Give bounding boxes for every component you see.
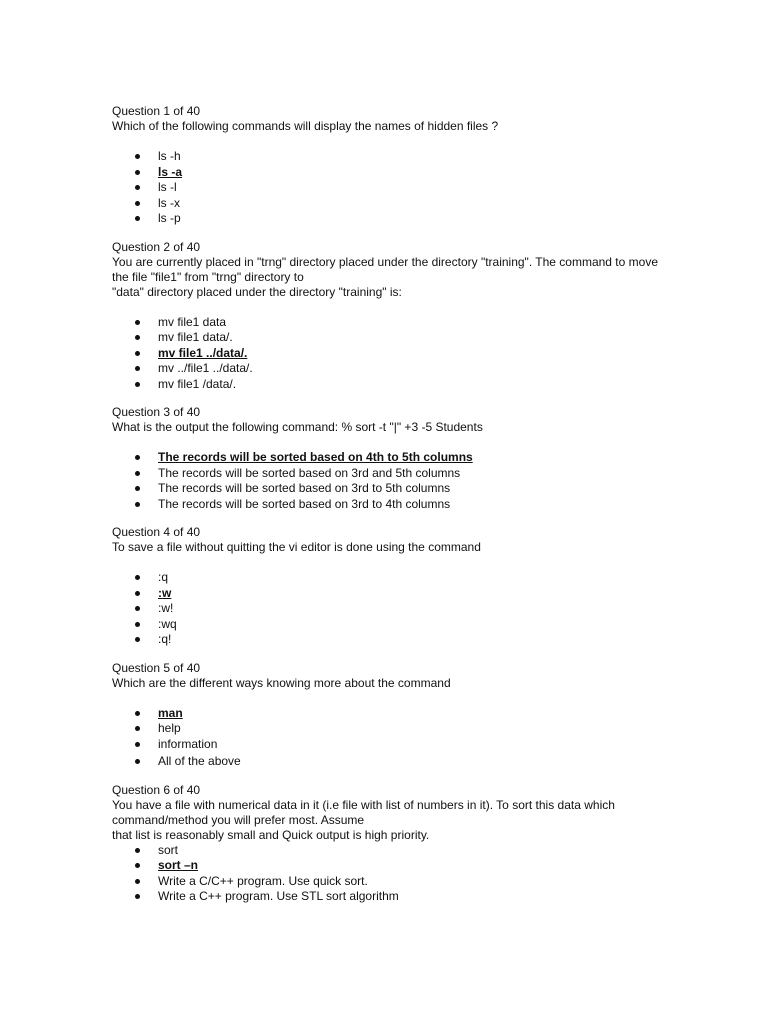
option-item-correct (112, 706, 712, 722)
bullet-icon (135, 848, 140, 853)
question-text-line: that list is reasonably small and Quick output is high priority. (112, 827, 430, 842)
bullet-icon (135, 335, 140, 340)
question-text (112, 676, 712, 691)
bullet-icon (135, 894, 140, 899)
options-list (112, 315, 712, 393)
option-item-correct (112, 450, 712, 466)
bullet-icon (135, 863, 140, 868)
option-label: mv file1 ../data/. (158, 345, 248, 360)
bullet-icon (135, 622, 140, 627)
option-item (112, 843, 712, 859)
question-text (112, 540, 712, 555)
question-text-line: the file "file1" from "trng" directory to (112, 269, 304, 284)
question-1 (112, 104, 712, 227)
options-list (112, 843, 712, 905)
bullet-icon (135, 759, 140, 764)
question-text-line: "data" directory placed under the directory "training" is: (112, 284, 402, 299)
option-label: sort –n (158, 858, 199, 872)
option-label: Write a C++ program. Use STL sort algorithm (158, 889, 399, 903)
option-item-correct (112, 858, 712, 874)
options-list (112, 706, 712, 770)
option-label: mv file1 data (158, 314, 227, 329)
option-label: information (158, 736, 218, 751)
option-label: :wq (158, 616, 177, 631)
option-item (112, 377, 712, 393)
option-label: :w (158, 585, 172, 600)
options-list (112, 149, 712, 227)
question-text (112, 798, 712, 843)
bullet-icon (135, 711, 140, 716)
option-item (112, 754, 712, 770)
question-number: Question 6 of 40 (112, 782, 201, 797)
question-2 (112, 240, 712, 393)
option-label: All of the above (158, 754, 241, 768)
bullet-icon (135, 154, 140, 159)
option-label: :w! (158, 601, 174, 615)
bullet-icon (135, 351, 140, 356)
bullet-icon (135, 502, 140, 507)
bullet-icon (135, 471, 140, 476)
document-page (112, 104, 712, 905)
question-text-line: You are currently placed in "trng" directory placed under the directory "training". The command to move (112, 254, 658, 269)
option-item-correct (112, 586, 712, 602)
question-3 (112, 405, 712, 512)
option-label: ls -l (158, 180, 177, 194)
option-label: sort (158, 842, 179, 857)
question-number: Question 4 of 40 (112, 525, 201, 539)
option-label: The records will be sorted based on 3rd to 5th columns (158, 481, 451, 495)
question-text-line: What is the output the following command: % sort -t "|" +3 -5 Students (112, 420, 483, 434)
option-item-correct (112, 165, 712, 181)
option-item (112, 874, 712, 890)
bullet-icon (135, 726, 140, 731)
option-label: ls -x (158, 195, 180, 210)
option-item (112, 149, 712, 165)
bullet-icon (135, 486, 140, 491)
option-label: help (158, 721, 181, 735)
option-label: :q! (158, 632, 172, 646)
question-number: Question 5 of 40 (112, 660, 201, 675)
bullet-icon (135, 320, 140, 325)
bullet-icon (135, 201, 140, 206)
options-list (112, 450, 712, 512)
option-item (112, 889, 712, 905)
options-list (112, 570, 712, 648)
question-4 (112, 525, 712, 648)
bullet-icon (135, 185, 140, 190)
option-label: ls -a (158, 164, 183, 179)
question-text-line: You have a file with numerical data in it (i.e file with list of numbers in it). To sort this data which (112, 797, 615, 812)
bullet-icon (135, 879, 140, 884)
option-item (112, 601, 712, 617)
question-number: Question 2 of 40 (112, 239, 201, 254)
question-text-line: Which are the different ways knowing more about the command (112, 675, 451, 690)
option-label: ls -p (158, 211, 181, 225)
question-text (112, 119, 712, 134)
option-label: Write a C/C++ program. Use quick sort. (158, 873, 368, 888)
bullet-icon (135, 591, 140, 596)
option-label: :q (158, 570, 169, 584)
option-item (112, 497, 712, 513)
option-label: mv ../file1 ../data/. (158, 361, 253, 375)
option-item (112, 330, 712, 346)
option-item-correct (112, 346, 712, 362)
option-item (112, 196, 712, 212)
bullet-icon (135, 455, 140, 460)
question-number: Question 3 of 40 (112, 405, 201, 419)
question-text-line: command/method you will prefer most. Assume (112, 812, 365, 827)
question-text-line: Which of the following commands will display the names of hidden files ? (112, 119, 499, 133)
option-item (112, 211, 712, 227)
option-label: ls -h (158, 149, 181, 163)
bullet-icon (135, 170, 140, 175)
option-item (112, 481, 712, 497)
option-item (112, 361, 712, 377)
bullet-icon (135, 637, 140, 642)
bullet-icon (135, 575, 140, 580)
option-item (112, 466, 712, 482)
question-number: Question 1 of 40 (112, 104, 201, 118)
option-item (112, 315, 712, 331)
bullet-icon (135, 366, 140, 371)
bullet-icon (135, 742, 140, 747)
question-text-line: To save a file without quitting the vi editor is done using the command (112, 540, 481, 554)
option-item (112, 570, 712, 586)
option-item (112, 721, 712, 737)
option-item (112, 180, 712, 196)
question-6 (112, 783, 712, 905)
option-label: man (158, 705, 183, 720)
option-item (112, 737, 712, 753)
question-text (112, 420, 712, 435)
option-label: The records will be sorted based on 3rd and 5th columns (158, 465, 461, 480)
bullet-icon (135, 606, 140, 611)
option-label: The records will be sorted based on 4th to 5th columns (158, 450, 473, 464)
bullet-icon (135, 216, 140, 221)
bullet-icon (135, 382, 140, 387)
question-text (112, 255, 712, 300)
question-5 (112, 661, 712, 770)
option-label: mv file1 data/. (158, 330, 233, 344)
option-label: The records will be sorted based on 3rd to 4th columns (158, 496, 451, 511)
option-item (112, 632, 712, 648)
option-label: mv file1 /data/. (158, 376, 237, 391)
option-item (112, 617, 712, 633)
